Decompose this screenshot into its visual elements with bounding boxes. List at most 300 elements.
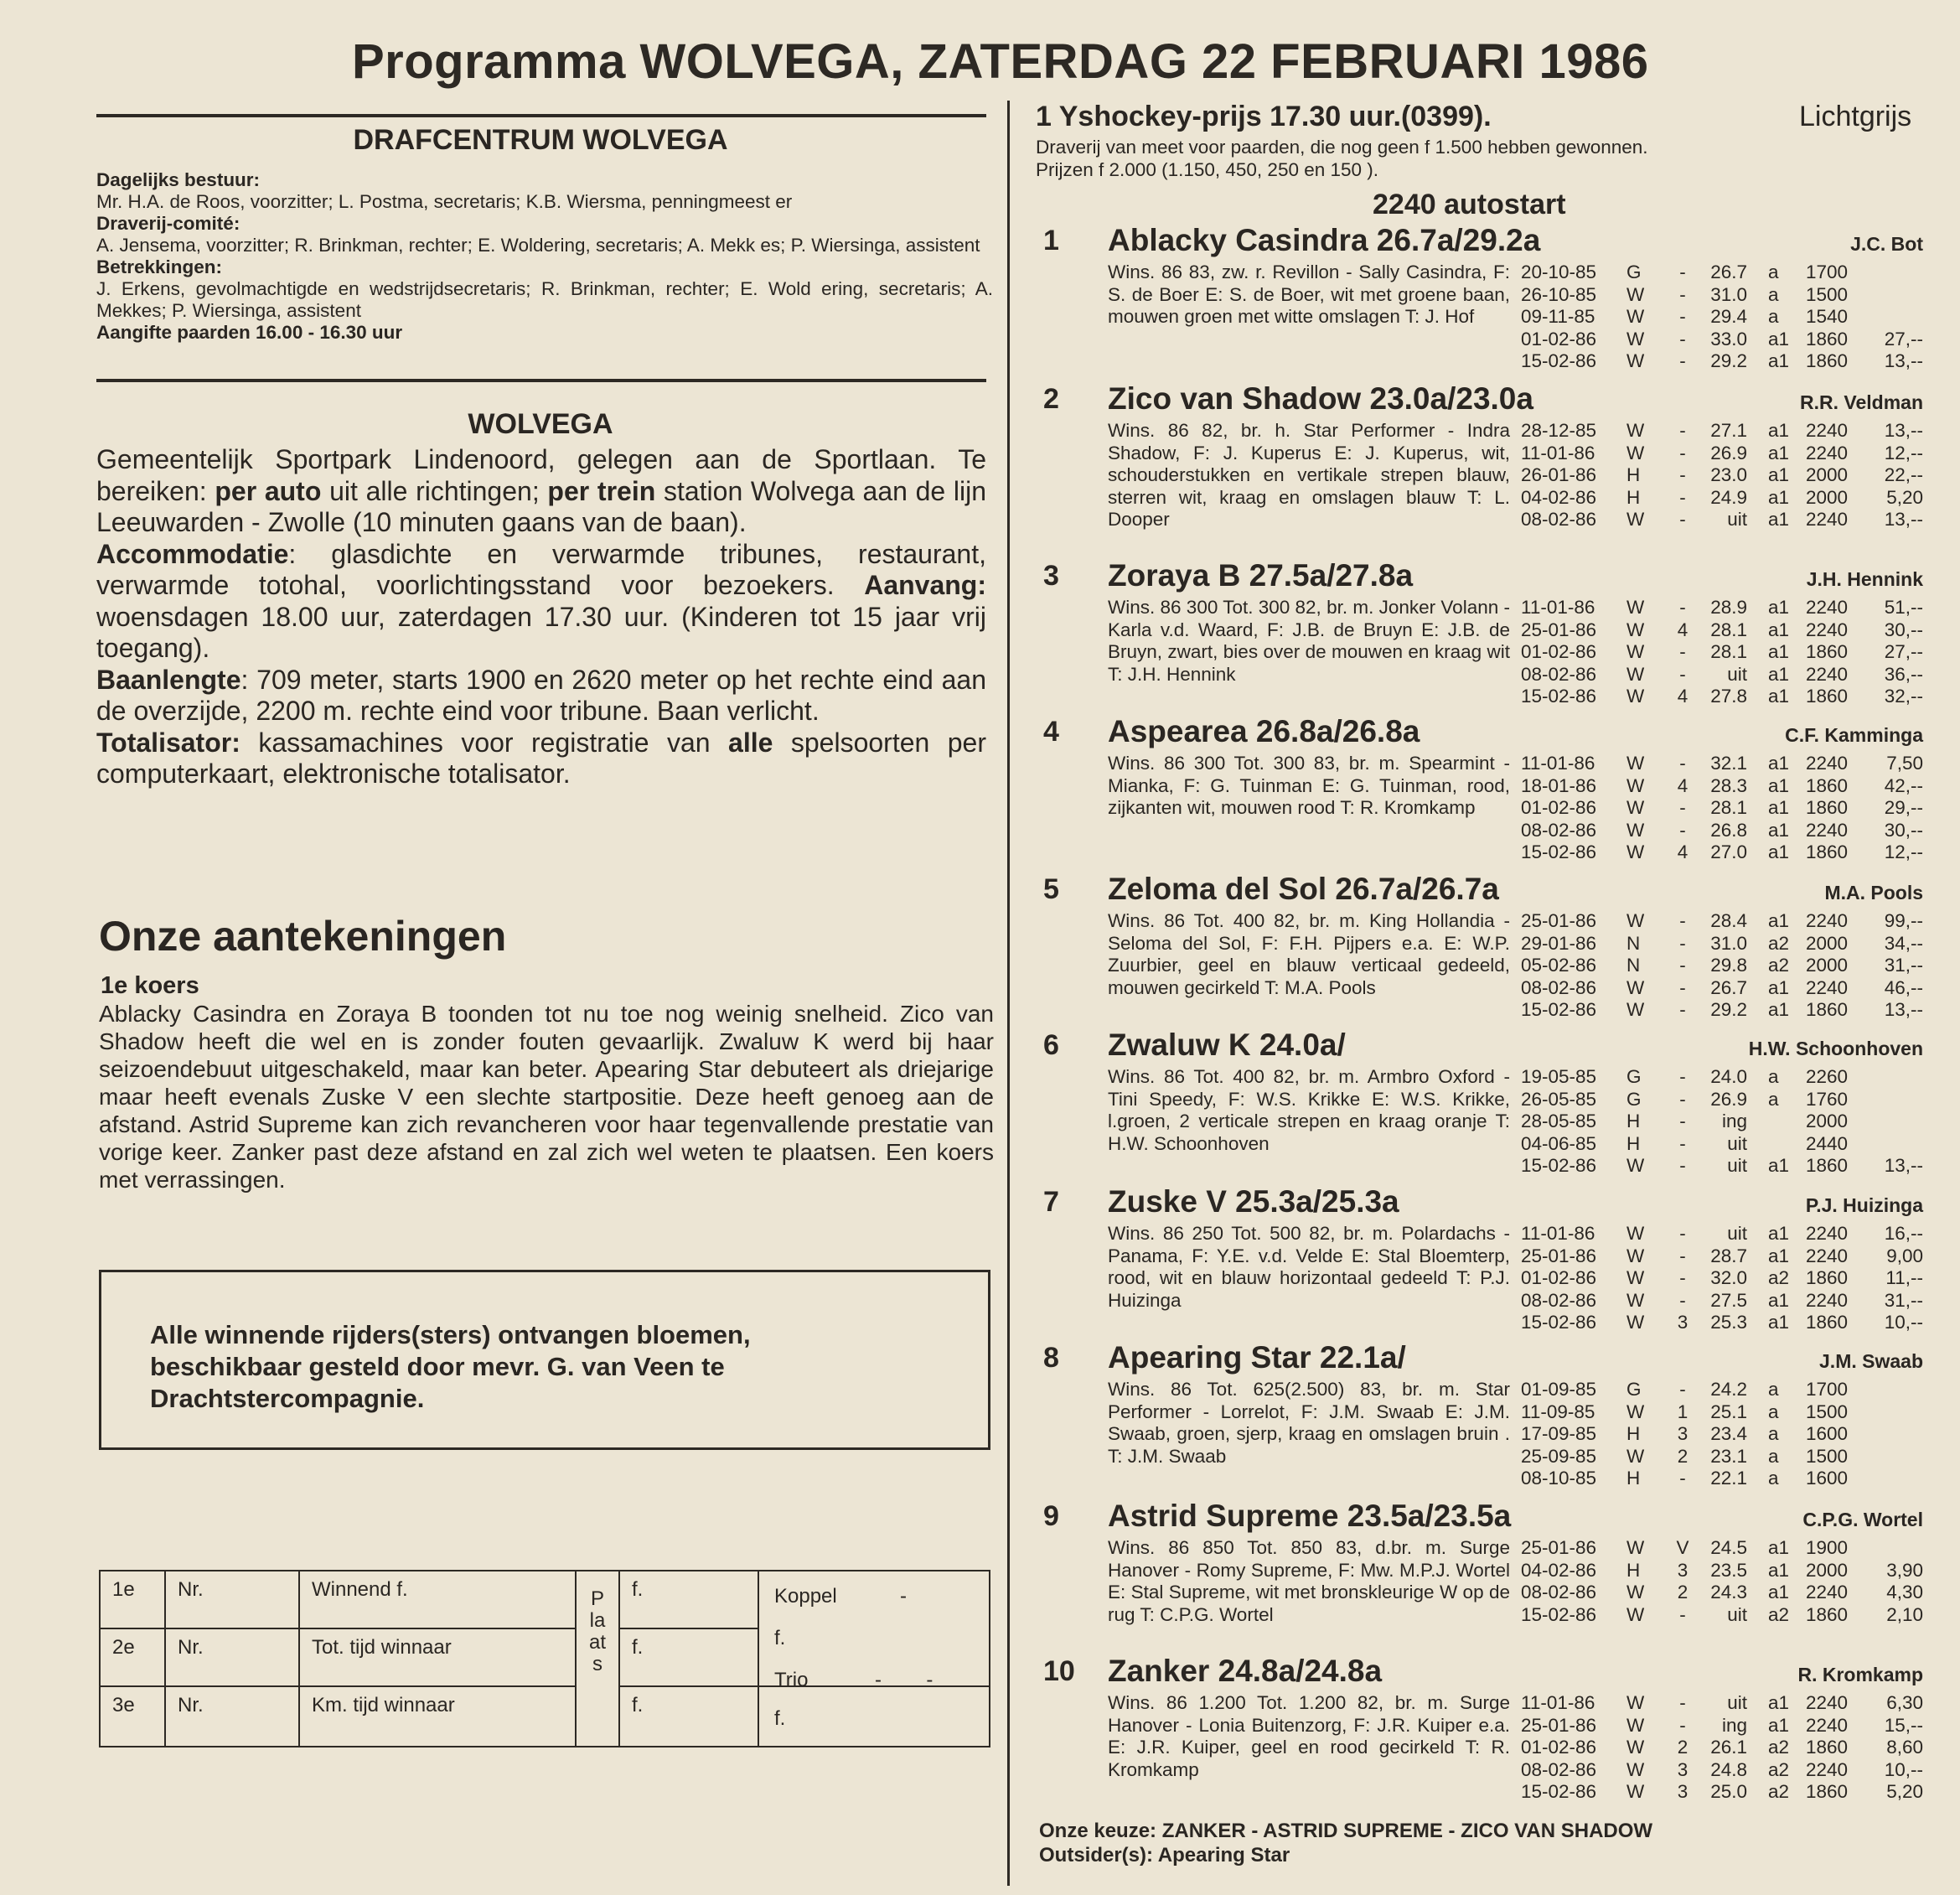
- run-prize: 16,--: [1884, 1223, 1923, 1244]
- horse-entry: [1043, 873, 1923, 1024]
- run-row: [1521, 420, 1923, 443]
- run-date: 04-06-85: [1521, 1132, 1597, 1154]
- run-code: a1: [1768, 976, 1790, 998]
- notes-heading: Onze aantekeningen: [99, 913, 507, 960]
- run-code: a1: [1768, 1537, 1790, 1558]
- entry-trainer: M.A. Pools: [1824, 882, 1923, 903]
- run-row: [1521, 306, 1923, 329]
- horse-entry: [1043, 1342, 1923, 1493]
- run-distance: 2240: [1806, 1714, 1849, 1736]
- run-track: W: [1626, 1267, 1645, 1288]
- run-distance: 1700: [1806, 261, 1849, 282]
- text-bold: per trein: [547, 475, 656, 506]
- run-prize: 34,--: [1884, 932, 1923, 954]
- run-position: 1: [1677, 1401, 1688, 1422]
- run-distance: 1860: [1806, 641, 1849, 662]
- run-position: -: [1679, 932, 1686, 954]
- run-time: 29.2: [1710, 350, 1747, 371]
- run-code: a1: [1768, 686, 1790, 707]
- run-time: 25.1: [1710, 1401, 1747, 1422]
- run-track: H: [1626, 1111, 1641, 1131]
- run-code: a1: [1768, 753, 1790, 774]
- run-position: -: [1679, 1379, 1686, 1400]
- entry-runs: [1521, 1692, 1923, 1804]
- run-row: [1521, 443, 1923, 465]
- run-time: 23.1: [1710, 1445, 1747, 1467]
- run-position: -: [1679, 283, 1686, 305]
- run-date: 05-02-86: [1521, 955, 1597, 976]
- run-time: 28.4: [1710, 910, 1747, 931]
- run-row: [1521, 797, 1923, 820]
- label-cell: Winnend f.: [299, 1571, 576, 1628]
- run-distance: 1900: [1806, 1537, 1849, 1558]
- run-track: W: [1626, 420, 1645, 441]
- run-distance: 2000: [1806, 932, 1849, 954]
- run-distance: 2240: [1806, 1245, 1849, 1266]
- entry-runs: [1521, 261, 1923, 373]
- amount-cell: f.: [619, 1686, 758, 1747]
- run-time: 26.7: [1710, 261, 1747, 282]
- run-date: 15-02-86: [1521, 1155, 1597, 1176]
- koppel-amount: f.: [774, 1627, 786, 1649]
- plaats-cell: [576, 1571, 619, 1747]
- run-row: [1521, 1604, 1923, 1627]
- run-prize: 3,90: [1886, 1559, 1923, 1581]
- run-time: 28.1: [1710, 619, 1747, 640]
- entry-trainer: R.R. Veldman: [1800, 391, 1923, 413]
- run-date: 08-10-85: [1521, 1468, 1597, 1489]
- run-prize: 6,30: [1886, 1692, 1923, 1713]
- drafcentrum-heading: DRAFCENTRUM WOLVEGA: [353, 124, 728, 156]
- run-distance: 2260: [1806, 1066, 1849, 1087]
- run-date: 11-01-86: [1521, 1692, 1595, 1713]
- label-cell: Km. tijd winnaar: [299, 1686, 576, 1747]
- run-position: -: [1679, 1603, 1686, 1625]
- run-time: 26.1: [1710, 1737, 1747, 1758]
- run-time: uit: [1727, 509, 1747, 530]
- text-bold: Aanvang:: [864, 570, 986, 600]
- run-track: H: [1626, 1423, 1641, 1444]
- run-position: 3: [1677, 1781, 1688, 1802]
- run-time: 32.0: [1710, 1267, 1747, 1288]
- wolvega-info: [96, 444, 986, 790]
- run-code: a: [1768, 306, 1779, 327]
- outsider-text: Apearing Star: [1157, 1844, 1290, 1867]
- run-date: 26-01-86: [1521, 464, 1597, 485]
- run-distance: 2240: [1806, 597, 1849, 618]
- text-bold: alle: [728, 727, 773, 758]
- run-row: [1521, 641, 1923, 664]
- run-prize: 4,30: [1886, 1582, 1923, 1602]
- run-distance: 2240: [1806, 663, 1849, 685]
- run-track: W: [1626, 306, 1645, 327]
- run-position: 4: [1677, 686, 1688, 707]
- run-code: a1: [1768, 1582, 1790, 1602]
- run-row: [1521, 1155, 1923, 1178]
- run-date: 18-01-86: [1521, 774, 1597, 796]
- entry-number: 8: [1043, 1342, 1059, 1374]
- entry-number: 7: [1043, 1186, 1059, 1218]
- run-distance: 1700: [1806, 1379, 1849, 1400]
- run-time: 27.8: [1710, 686, 1747, 707]
- run-row: [1521, 933, 1923, 955]
- entry-runs: [1521, 753, 1923, 864]
- run-row: [1521, 1111, 1923, 1133]
- run-row: [1521, 775, 1923, 798]
- run-distance: 2240: [1806, 976, 1849, 998]
- run-date: 25-01-86: [1521, 1245, 1597, 1266]
- betrekkingen-label: Betrekkingen:: [96, 256, 223, 277]
- run-date: 01-02-86: [1521, 797, 1597, 818]
- run-distance: 1860: [1806, 1781, 1849, 1802]
- run-date: 11-09-85: [1521, 1401, 1595, 1422]
- run-track: W: [1626, 774, 1645, 796]
- run-distance: 2240: [1806, 1758, 1849, 1780]
- run-prize: 13,--: [1884, 999, 1923, 1020]
- run-date: 25-01-86: [1521, 1537, 1597, 1558]
- run-time: 29.2: [1710, 999, 1747, 1020]
- run-row: [1521, 1379, 1923, 1401]
- run-track: W: [1626, 1223, 1645, 1244]
- run-track: G: [1626, 1379, 1642, 1400]
- horse-entry: [1043, 225, 1923, 375]
- run-prize: 11,--: [1885, 1267, 1923, 1288]
- run-row: [1521, 753, 1923, 775]
- run-code: a1: [1768, 1155, 1790, 1176]
- run-track: W: [1626, 841, 1645, 862]
- amount-cell: f.: [619, 1571, 758, 1628]
- run-row: [1521, 1715, 1923, 1737]
- koppel-dash: -: [900, 1585, 907, 1608]
- run-code: a2: [1768, 1737, 1790, 1758]
- run-code: a: [1768, 1066, 1779, 1087]
- run-row: [1521, 910, 1923, 933]
- run-code: a1: [1768, 597, 1790, 618]
- trio-cell: [758, 1669, 990, 1747]
- run-distance: 2240: [1806, 509, 1849, 530]
- run-distance: 1540: [1806, 306, 1849, 327]
- run-distance: 2000: [1806, 1559, 1849, 1581]
- run-prize: 27,--: [1884, 328, 1923, 349]
- run-distance: 1860: [1806, 1267, 1849, 1288]
- notes-subheading: 1e koers: [101, 972, 199, 999]
- run-time: 27.0: [1710, 841, 1747, 862]
- run-code: a2: [1768, 955, 1790, 976]
- run-time: 24.2: [1710, 1379, 1747, 1400]
- run-distance: 2240: [1806, 442, 1849, 463]
- comite-label: Draverij-comité:: [96, 213, 240, 234]
- run-code: a1: [1768, 350, 1790, 371]
- run-time: uit: [1727, 663, 1747, 685]
- run-date: 19-05-85: [1521, 1066, 1597, 1087]
- entry-trainer: P.J. Huizinga: [1805, 1194, 1923, 1216]
- run-row: [1521, 1423, 1923, 1446]
- run-code: a1: [1768, 819, 1790, 841]
- run-position: -: [1679, 1155, 1686, 1176]
- entry-description: Wins. 86 Tot. 400 82, br. m. Armbro Oxford - Tini Speedy, F: W.S. Krikke E: W.S. Krikke, l.groen, 2 verticale strepen en kraag oranje T: H.W. Schoonhoven: [1108, 1066, 1510, 1154]
- table-row: [100, 1571, 990, 1628]
- run-distance: 1860: [1806, 841, 1849, 862]
- run-row: [1521, 1468, 1923, 1490]
- entry-runs: [1521, 1066, 1923, 1178]
- amount-cell: f.: [619, 1628, 758, 1686]
- text-bold: Accommodatie: [96, 538, 289, 569]
- run-date: 11-01-86: [1521, 442, 1595, 463]
- place-cell: 1e: [100, 1571, 165, 1628]
- run-time: uit: [1727, 1603, 1747, 1625]
- run-prize: 46,--: [1884, 976, 1923, 998]
- run-row: [1521, 1089, 1923, 1111]
- run-distance: 1860: [1806, 1312, 1849, 1333]
- aangifte-text: Aangifte paarden 16.00 - 16.30 uur: [96, 322, 403, 343]
- run-position: -: [1679, 955, 1686, 976]
- run-date: 15-02-86: [1521, 686, 1597, 707]
- run-date: 25-01-86: [1521, 619, 1597, 640]
- comite-text: A. Jensema, voorzitter; R. Brinkman, rechter; E. Woldering, secretaris; A. Mekk es; P. Wiersinga, assistent: [96, 235, 980, 256]
- run-row: [1521, 1759, 1923, 1782]
- run-code: a1: [1768, 797, 1790, 818]
- wolvega-heading: WOLVEGA: [468, 408, 613, 440]
- run-time: 25.0: [1710, 1781, 1747, 1802]
- entry-number: 4: [1043, 716, 1059, 748]
- run-prize: 13,--: [1884, 350, 1923, 371]
- run-distance: 2240: [1806, 1582, 1849, 1602]
- race-description: Draverij van meet voor paarden, die nog geen f 1.500 hebben gewonnen.: [1036, 137, 1648, 158]
- run-distance: 1500: [1806, 1401, 1849, 1422]
- run-track: W: [1626, 1603, 1645, 1625]
- run-code: a1: [1768, 509, 1790, 530]
- entry-name: Astrid Supreme 23.5a/23.5a: [1108, 1499, 1512, 1533]
- column-divider: [1007, 101, 1010, 1886]
- race-title: 1 Yshockey-prijs 17.30 uur.(0399).: [1036, 101, 1492, 132]
- run-distance: 1500: [1806, 283, 1849, 305]
- run-date: 01-02-86: [1521, 1737, 1597, 1758]
- run-distance: 1860: [1806, 686, 1849, 707]
- run-position: -: [1679, 1245, 1686, 1266]
- run-time: ing: [1721, 1111, 1747, 1131]
- run-row: [1521, 1401, 1923, 1424]
- run-code: a: [1768, 1088, 1779, 1110]
- entry-trainer: J.H. Hennink: [1806, 568, 1923, 590]
- run-time: 29.8: [1710, 955, 1747, 976]
- run-track: W: [1626, 1781, 1645, 1802]
- run-prize: 30,--: [1884, 819, 1923, 841]
- label-cell: Tot. tijd winnaar: [299, 1628, 576, 1686]
- nr-cell: Nr.: [165, 1686, 299, 1747]
- run-row: [1521, 1312, 1923, 1334]
- run-position: 3: [1677, 1559, 1688, 1581]
- run-time: uit: [1727, 1692, 1747, 1713]
- run-code: a: [1768, 1468, 1779, 1489]
- place-cell: 2e: [100, 1628, 165, 1686]
- run-prize: 36,--: [1884, 663, 1923, 685]
- trio-amount: f.: [774, 1707, 786, 1730]
- horse-entry: [1043, 383, 1923, 534]
- run-position: -: [1679, 976, 1686, 998]
- run-row: [1521, 1692, 1923, 1715]
- entry-description: Wins. 86 83, zw. r. Revillon - Sally Casindra, F: S. de Boer E: S. de Boer, wit met groene baan, mouwen groen met witte omslagen T: J. Hof: [1108, 261, 1510, 327]
- run-time: ing: [1721, 1714, 1747, 1736]
- run-row: [1521, 977, 1923, 1000]
- run-code: a1: [1768, 619, 1790, 640]
- entry-runs: [1521, 597, 1923, 708]
- koppel-label: Koppel: [774, 1585, 837, 1608]
- horse-entry: [1043, 1029, 1923, 1180]
- race-color: Lichtgrijs: [1799, 101, 1912, 132]
- horse-entry: [1043, 1186, 1923, 1337]
- entry-number: 2: [1043, 383, 1059, 415]
- run-prize: 31,--: [1884, 955, 1923, 976]
- table-row: [100, 1686, 990, 1747]
- run-code: a2: [1768, 1781, 1790, 1802]
- run-track: W: [1626, 797, 1645, 818]
- run-time: 28.1: [1710, 797, 1747, 818]
- run-code: a1: [1768, 420, 1790, 441]
- run-position: -: [1679, 910, 1686, 931]
- run-track: G: [1626, 1066, 1642, 1087]
- run-prize: 10,--: [1884, 1758, 1923, 1780]
- run-code: a1: [1768, 1692, 1790, 1713]
- run-code: a1: [1768, 774, 1790, 796]
- run-prize: 30,--: [1884, 619, 1923, 640]
- run-prize: 22,--: [1884, 464, 1923, 485]
- divider: [96, 114, 986, 117]
- run-date: 26-05-85: [1521, 1088, 1597, 1110]
- run-row: [1521, 1537, 1923, 1560]
- entry-runs: [1521, 420, 1923, 531]
- text-bold: per auto: [215, 475, 322, 506]
- run-date: 15-02-86: [1521, 1781, 1597, 1802]
- run-row: [1521, 1781, 1923, 1804]
- race-prizes: Prijzen f 2.000 (1.150, 450, 250 en 150 ).: [1036, 159, 1379, 180]
- run-time: 27.5: [1710, 1289, 1747, 1311]
- run-row: [1521, 1245, 1923, 1268]
- run-date: 08-02-86: [1521, 976, 1597, 998]
- entry-runs: [1521, 910, 1923, 1022]
- run-date: 01-02-86: [1521, 328, 1597, 349]
- run-time: 26.9: [1710, 442, 1747, 463]
- run-code: a1: [1768, 641, 1790, 662]
- run-distance: 2000: [1806, 486, 1849, 508]
- wolvega-baanlengte: [96, 665, 986, 727]
- run-code: a2: [1768, 1267, 1790, 1288]
- entry-number: 6: [1043, 1029, 1059, 1061]
- horse-entry: [1043, 560, 1923, 711]
- run-date: 01-09-85: [1521, 1379, 1597, 1400]
- run-track: W: [1626, 999, 1645, 1020]
- run-time: 28.1: [1710, 641, 1747, 662]
- run-date: 15-02-86: [1521, 999, 1597, 1020]
- run-position: -: [1679, 464, 1686, 485]
- run-date: 15-02-86: [1521, 841, 1597, 862]
- run-track: G: [1626, 261, 1642, 282]
- run-track: W: [1626, 442, 1645, 463]
- run-code: a1: [1768, 1245, 1790, 1266]
- run-distance: 2000: [1806, 464, 1849, 485]
- run-code: a1: [1768, 1312, 1790, 1333]
- run-code: a1: [1768, 841, 1790, 862]
- horse-entry: [1043, 1655, 1923, 1806]
- run-track: W: [1626, 1245, 1645, 1266]
- run-date: 08-02-86: [1521, 1582, 1597, 1602]
- run-distance: 2240: [1806, 1289, 1849, 1311]
- entry-name: Ablacky Casindra 26.7a/29.2a: [1108, 223, 1541, 257]
- run-prize: 5,20: [1886, 1781, 1923, 1802]
- run-position: -: [1679, 486, 1686, 508]
- run-distance: 1860: [1806, 1603, 1849, 1625]
- run-position: -: [1679, 328, 1686, 349]
- run-date: 15-02-86: [1521, 1603, 1597, 1625]
- run-track: W: [1626, 283, 1645, 305]
- divider: [96, 379, 986, 382]
- run-track: W: [1626, 976, 1645, 998]
- run-prize: 51,--: [1884, 597, 1923, 618]
- run-position: 2: [1677, 1737, 1688, 1758]
- run-code: a: [1768, 1401, 1779, 1422]
- run-code: a: [1768, 1423, 1779, 1444]
- text: Gemeentelijk Sportpark Lindenoord, gelegen aan de Sportlaan. Te bereiken:: [96, 444, 986, 506]
- text: kassamachines voor registratie van: [240, 727, 729, 758]
- run-row: [1521, 1290, 1923, 1313]
- outsider-label: Outsider(s):: [1039, 1844, 1154, 1867]
- run-prize: 12,--: [1884, 442, 1923, 463]
- run-row: [1521, 1133, 1923, 1156]
- keuze-text: ZANKER - ASTRID SUPREME - ZICO VAN SHADOW: [1161, 1820, 1653, 1842]
- run-position: 2: [1677, 1582, 1688, 1602]
- run-code: a: [1768, 1379, 1779, 1400]
- run-time: 28.7: [1710, 1245, 1747, 1266]
- run-distance: 1860: [1806, 328, 1849, 349]
- run-position: -: [1679, 663, 1686, 685]
- run-row: [1521, 820, 1923, 842]
- notes-text: Ablacky Casindra en Zoraya B toonden tot nu toe nog weinig snelheid. Zico van Shadow heeft die wel en is zonder fouten gevaarlijk. Zwaluw K werd bij haar seizoendebuut uitgeschakeld, maar kan beter. Apearing Star debuteert als driejarige maar heeft evenals Zuske V een slechte startpositie. Deze heeft genoeg aan de afstand. Astrid Supreme kan zich revancheren voor haar tegenvallende prestatie van vorige keer. Zanker past deze afstand en zal zich wel weten te plaatsen. Een koers met verrassingen.: [99, 1001, 994, 1193]
- run-position: -: [1679, 1132, 1686, 1154]
- run-prize: 42,--: [1884, 774, 1923, 796]
- run-position: -: [1679, 1468, 1686, 1489]
- run-date: 11-01-86: [1521, 753, 1595, 774]
- entry-description: Wins. 86 250 Tot. 500 82, br. m. Polardachs - Panama, F: Y.E. v.d. Velde E: Stal Bloemterp, rood, wit en blauw horizontaal gedeeld T: P.J. Huizinga: [1108, 1223, 1510, 1311]
- trio-label: Trio: [774, 1669, 809, 1691]
- run-distance: 2240: [1806, 1223, 1849, 1244]
- run-distance: 1860: [1806, 774, 1849, 796]
- run-date: 15-02-86: [1521, 350, 1597, 371]
- entry-name: Zeloma del Sol 26.7a/26.7a: [1108, 872, 1499, 906]
- run-row: [1521, 509, 1923, 531]
- run-row: [1521, 955, 1923, 977]
- entry-number: 1: [1043, 225, 1059, 256]
- run-position: 3: [1677, 1423, 1688, 1444]
- run-date: 15-02-86: [1521, 1312, 1597, 1333]
- run-prize: 7,50: [1886, 753, 1923, 774]
- entry-name: Aspearea 26.8a/26.8a: [1108, 714, 1420, 748]
- run-distance: 1500: [1806, 1445, 1849, 1467]
- run-time: 23.0: [1710, 464, 1747, 485]
- entry-description: Wins. 86 1.200 Tot. 1.200 82, br. m. Surge Hanover - Lonia Buitenzorg, F: J.R. Kuiper e.a. E: J.R. Kuiper, geel en rood gecirkeld T: R. Kromkamp: [1108, 1692, 1510, 1780]
- run-track: W: [1626, 619, 1645, 640]
- run-row: [1521, 1267, 1923, 1290]
- picks: [1039, 1819, 1652, 1867]
- run-position: -: [1679, 1223, 1686, 1244]
- run-distance: 2240: [1806, 619, 1849, 640]
- run-row: [1521, 1066, 1923, 1089]
- run-prize: 99,--: [1884, 910, 1923, 931]
- run-distance: 2240: [1806, 420, 1849, 441]
- run-track: W: [1626, 686, 1645, 707]
- run-code: a1: [1768, 999, 1790, 1020]
- entry-name: Zuske V 25.3a/25.3a: [1108, 1184, 1399, 1219]
- run-position: -: [1679, 641, 1686, 662]
- run-code: a1: [1768, 910, 1790, 931]
